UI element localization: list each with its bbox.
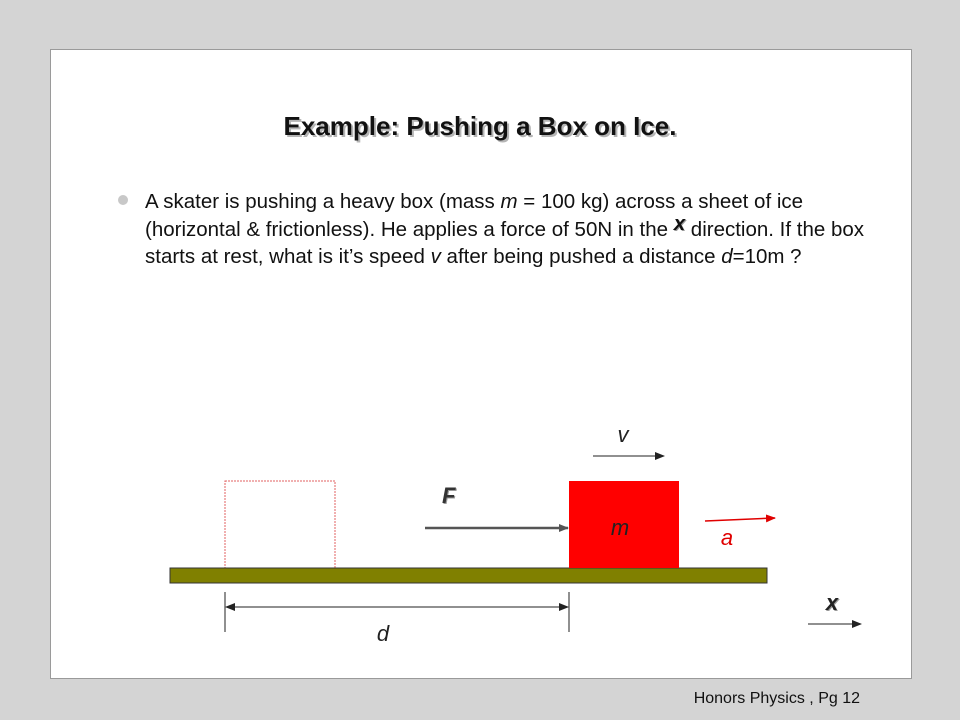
ice-surface <box>170 568 767 583</box>
slide-title: Example: Pushing a Box on Ice. <box>283 111 677 141</box>
acceleration-arrow <box>705 518 775 521</box>
initial-box-outline <box>225 481 335 568</box>
problem-text-part-2: = 100 kg) across a sheet of ice (horizontal & frictionless). He applies a force of 50N in the <box>145 190 804 241</box>
x-direction-symbol: x <box>673 211 686 235</box>
mass-symbol: m <box>500 190 518 213</box>
distance-label: d <box>376 621 390 646</box>
x-axis-label: x <box>825 590 839 615</box>
speed-symbol: v <box>430 245 441 268</box>
problem-text-part-1: A skater is pushing a heavy box (mass <box>145 190 501 213</box>
footer-page-label: Honors Physics , Pg 12 <box>693 690 860 707</box>
acceleration-label: a <box>720 525 734 550</box>
distance-symbol: d <box>721 245 733 268</box>
problem-text-part-3: direction. If the box starts at rest, what is it’s speed <box>145 217 865 268</box>
box-mass-label: m <box>610 515 630 540</box>
problem-text-part-4: after being pushed a distance <box>440 245 722 268</box>
force-label: F <box>442 483 456 508</box>
velocity-label: v <box>617 422 629 447</box>
problem-text-part-5: =10m ? <box>732 245 802 268</box>
